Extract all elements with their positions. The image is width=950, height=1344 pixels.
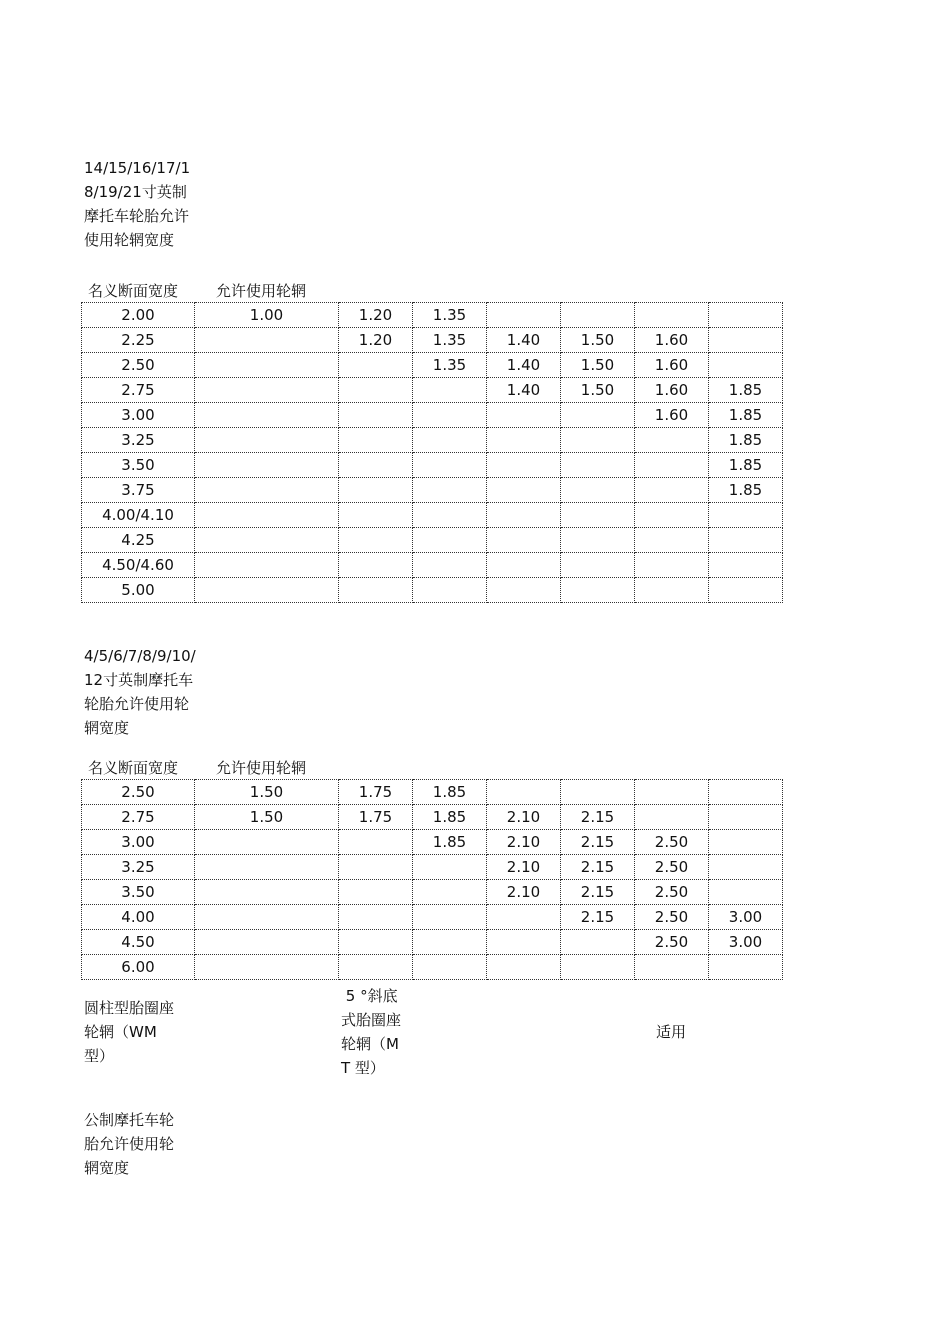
rim-width-cell: 1.35: [413, 303, 487, 328]
rim-width-cell: 2.15: [561, 880, 635, 905]
rim-width-cell: [487, 905, 561, 930]
rim-width-cell: [487, 553, 561, 578]
rim-width-cell: [635, 453, 709, 478]
rim-width-cell: 1.60: [635, 353, 709, 378]
rim-width-cell: [635, 528, 709, 553]
rim-width-cell: [561, 478, 635, 503]
tire-size-cell: 2.50: [82, 780, 195, 805]
rim-width-cell: [709, 328, 783, 353]
rim-width-cell: 1.85: [413, 805, 487, 830]
rim-width-cell: [635, 478, 709, 503]
rim-width-cell: [413, 855, 487, 880]
rim-width-cell: 2.50: [635, 830, 709, 855]
tire-size-cell: 6.00: [82, 955, 195, 980]
rim-width-cell: [487, 930, 561, 955]
rim-width-cell: [413, 578, 487, 603]
rim-width-cell: [339, 830, 413, 855]
rim-width-cell: [413, 528, 487, 553]
rim-width-cell: [195, 478, 339, 503]
rim-width-cell: [709, 528, 783, 553]
rim-width-cell: 1.00: [195, 303, 339, 328]
rim-width-cell: 1.20: [339, 303, 413, 328]
tire-size-cell: 3.75: [82, 478, 195, 503]
rim-width-cell: [487, 955, 561, 980]
section3-title: 公制摩托车轮胎允许使用轮辋宽度: [84, 1111, 175, 1177]
rim-width-cell: [709, 780, 783, 805]
rim-width-cell: [195, 955, 339, 980]
table-row: [82, 528, 783, 553]
tire-size-cell: 3.25: [82, 855, 195, 880]
table-row: [82, 830, 783, 855]
rim-width-cell: [561, 503, 635, 528]
section1-rim-table: [81, 302, 783, 603]
rim-width-cell: [487, 780, 561, 805]
rim-width-cell: [339, 905, 413, 930]
table-row: [82, 378, 783, 403]
table-row: [82, 478, 783, 503]
rim-width-cell: [195, 503, 339, 528]
section1-header-rims: 允许使用轮辋: [216, 282, 307, 300]
rim-width-cell: [339, 855, 413, 880]
table-row: [82, 805, 783, 830]
rim-width-cell: [487, 503, 561, 528]
table-row: [82, 328, 783, 353]
rim-width-cell: 2.10: [487, 805, 561, 830]
rim-width-cell: 2.50: [635, 880, 709, 905]
rim-width-cell: [487, 403, 561, 428]
mt-rim-label: 5 °斜底式胎圈座轮辋（M T 型）: [341, 987, 404, 1077]
rim-width-cell: 1.60: [635, 328, 709, 353]
rim-width-cell: [561, 528, 635, 553]
table-row: [82, 578, 783, 603]
tire-size-cell: 3.00: [82, 830, 195, 855]
rim-width-cell: 1.50: [561, 328, 635, 353]
section1-title: 14/15/16/17/18/19/21寸英制摩托车轮胎允许使用轮辋宽度: [84, 159, 191, 249]
rim-width-cell: [561, 930, 635, 955]
rim-width-cell: [339, 553, 413, 578]
rim-width-cell: [413, 905, 487, 930]
rim-width-cell: [709, 830, 783, 855]
rim-width-cell: [635, 780, 709, 805]
rim-width-cell: [709, 805, 783, 830]
rim-width-cell: [561, 553, 635, 578]
rim-width-cell: [487, 528, 561, 553]
rim-width-cell: [635, 553, 709, 578]
section1-header-size: 名义断面宽度: [88, 282, 179, 300]
rim-width-cell: [487, 453, 561, 478]
rim-width-cell: [339, 503, 413, 528]
rim-width-cell: [195, 578, 339, 603]
rim-width-cell: [709, 855, 783, 880]
rim-width-cell: 1.50: [195, 780, 339, 805]
rim-width-cell: [339, 955, 413, 980]
rim-width-cell: 2.50: [635, 905, 709, 930]
section2-rim-table: [81, 779, 783, 980]
tire-size-cell: 4.00: [82, 905, 195, 930]
rim-width-cell: 2.10: [487, 830, 561, 855]
rim-width-cell: [195, 378, 339, 403]
table-row: [82, 453, 783, 478]
rim-width-cell: 1.85: [413, 780, 487, 805]
rim-width-cell: 1.40: [487, 328, 561, 353]
table-row: [82, 503, 783, 528]
rim-width-cell: 1.40: [487, 378, 561, 403]
rim-width-cell: [635, 428, 709, 453]
rim-width-cell: 1.85: [709, 378, 783, 403]
rim-width-cell: [195, 553, 339, 578]
rim-width-cell: [561, 428, 635, 453]
rim-width-cell: [339, 453, 413, 478]
rim-width-cell: [195, 453, 339, 478]
rim-width-cell: 1.85: [413, 830, 487, 855]
table-row: [82, 780, 783, 805]
tire-size-cell: 4.00/4.10: [82, 503, 195, 528]
rim-width-cell: [339, 578, 413, 603]
rim-width-cell: 2.15: [561, 805, 635, 830]
rim-width-cell: 1.35: [413, 328, 487, 353]
rim-width-cell: [709, 353, 783, 378]
rim-width-cell: 3.00: [709, 930, 783, 955]
rim-width-cell: 2.15: [561, 855, 635, 880]
rim-width-cell: [487, 303, 561, 328]
rim-width-cell: [709, 955, 783, 980]
rim-width-cell: 1.35: [413, 353, 487, 378]
rim-width-cell: 2.10: [487, 880, 561, 905]
rim-width-cell: [195, 528, 339, 553]
rim-width-cell: 1.75: [339, 780, 413, 805]
rim-width-cell: [413, 880, 487, 905]
rim-width-cell: 1.85: [709, 478, 783, 503]
rim-width-cell: [413, 553, 487, 578]
rim-width-cell: [413, 453, 487, 478]
rim-width-cell: [561, 403, 635, 428]
tire-size-cell: 3.00: [82, 403, 195, 428]
rim-width-cell: [339, 528, 413, 553]
rim-width-cell: [709, 303, 783, 328]
table-row: [82, 553, 783, 578]
rim-width-cell: [339, 403, 413, 428]
section2-header-rims: 允许使用轮辋: [216, 759, 307, 777]
tire-size-cell: 2.50: [82, 353, 195, 378]
tire-size-cell: 5.00: [82, 578, 195, 603]
tire-size-cell: 4.25: [82, 528, 195, 553]
rim-width-cell: 2.15: [561, 830, 635, 855]
rim-width-cell: [561, 303, 635, 328]
rim-width-cell: [413, 930, 487, 955]
rim-width-cell: [195, 930, 339, 955]
rim-width-cell: [561, 955, 635, 980]
rim-width-cell: 1.40: [487, 353, 561, 378]
rim-width-cell: [487, 428, 561, 453]
table-row: [82, 353, 783, 378]
tire-size-cell: 2.75: [82, 378, 195, 403]
table-row: [82, 428, 783, 453]
rim-width-cell: 3.00: [709, 905, 783, 930]
rim-width-cell: 1.50: [561, 378, 635, 403]
rim-width-cell: 1.60: [635, 378, 709, 403]
rim-width-cell: [487, 478, 561, 503]
tire-size-cell: 2.00: [82, 303, 195, 328]
rim-width-cell: 1.50: [195, 805, 339, 830]
rim-width-cell: [339, 478, 413, 503]
rim-width-cell: [413, 403, 487, 428]
rim-width-cell: 2.15: [561, 905, 635, 930]
rim-width-cell: 1.75: [339, 805, 413, 830]
table-row: [82, 905, 783, 930]
table-row: [82, 930, 783, 955]
rim-width-cell: [709, 553, 783, 578]
table-row: [82, 880, 783, 905]
rim-width-cell: [413, 503, 487, 528]
rim-width-cell: [561, 453, 635, 478]
section2-header-size: 名义断面宽度: [88, 759, 179, 777]
rim-width-cell: [339, 880, 413, 905]
tire-size-cell: 3.25: [82, 428, 195, 453]
rim-width-cell: [709, 578, 783, 603]
rim-width-cell: 1.20: [339, 328, 413, 353]
rim-width-cell: [339, 930, 413, 955]
rim-width-cell: [635, 578, 709, 603]
tire-size-cell: 3.50: [82, 880, 195, 905]
rim-width-cell: [709, 880, 783, 905]
rim-width-cell: [195, 880, 339, 905]
rim-width-cell: [195, 855, 339, 880]
rim-width-cell: [635, 805, 709, 830]
wm-rim-label: 圆柱型胎圈座轮辋（WM型）: [84, 999, 175, 1065]
rim-width-cell: [195, 403, 339, 428]
applicable-label: 适用: [656, 1023, 687, 1041]
tire-size-cell: 3.50: [82, 453, 195, 478]
rim-width-cell: [413, 955, 487, 980]
rim-width-cell: 2.50: [635, 930, 709, 955]
rim-width-cell: [195, 428, 339, 453]
rim-width-cell: [413, 428, 487, 453]
rim-width-cell: [635, 955, 709, 980]
tire-size-cell: 2.75: [82, 805, 195, 830]
section2-title: 4/5/6/7/8/9/10/12寸英制摩托车轮胎允许使用轮辋宽度: [84, 647, 196, 737]
rim-width-cell: [195, 353, 339, 378]
rim-width-cell: [561, 578, 635, 603]
rim-width-cell: 2.10: [487, 855, 561, 880]
tire-size-cell: 2.25: [82, 328, 195, 353]
rim-width-cell: [709, 503, 783, 528]
rim-width-cell: 1.85: [709, 453, 783, 478]
rim-width-cell: [339, 428, 413, 453]
rim-width-cell: [195, 830, 339, 855]
rim-width-cell: 2.50: [635, 855, 709, 880]
rim-width-cell: [339, 353, 413, 378]
rim-width-cell: [195, 905, 339, 930]
table-row: [82, 403, 783, 428]
rim-width-cell: [561, 780, 635, 805]
table-row: [82, 955, 783, 980]
rim-width-cell: [635, 503, 709, 528]
rim-width-cell: 1.85: [709, 428, 783, 453]
rim-width-cell: [635, 303, 709, 328]
rim-width-cell: 1.85: [709, 403, 783, 428]
table-row: [82, 303, 783, 328]
rim-width-cell: [413, 478, 487, 503]
rim-width-cell: 1.50: [561, 353, 635, 378]
rim-width-cell: [413, 378, 487, 403]
tire-size-cell: 4.50: [82, 930, 195, 955]
rim-width-cell: [487, 578, 561, 603]
rim-width-cell: 1.60: [635, 403, 709, 428]
table-row: [82, 855, 783, 880]
rim-width-cell: [339, 378, 413, 403]
tire-size-cell: 4.50/4.60: [82, 553, 195, 578]
rim-width-cell: [195, 328, 339, 353]
